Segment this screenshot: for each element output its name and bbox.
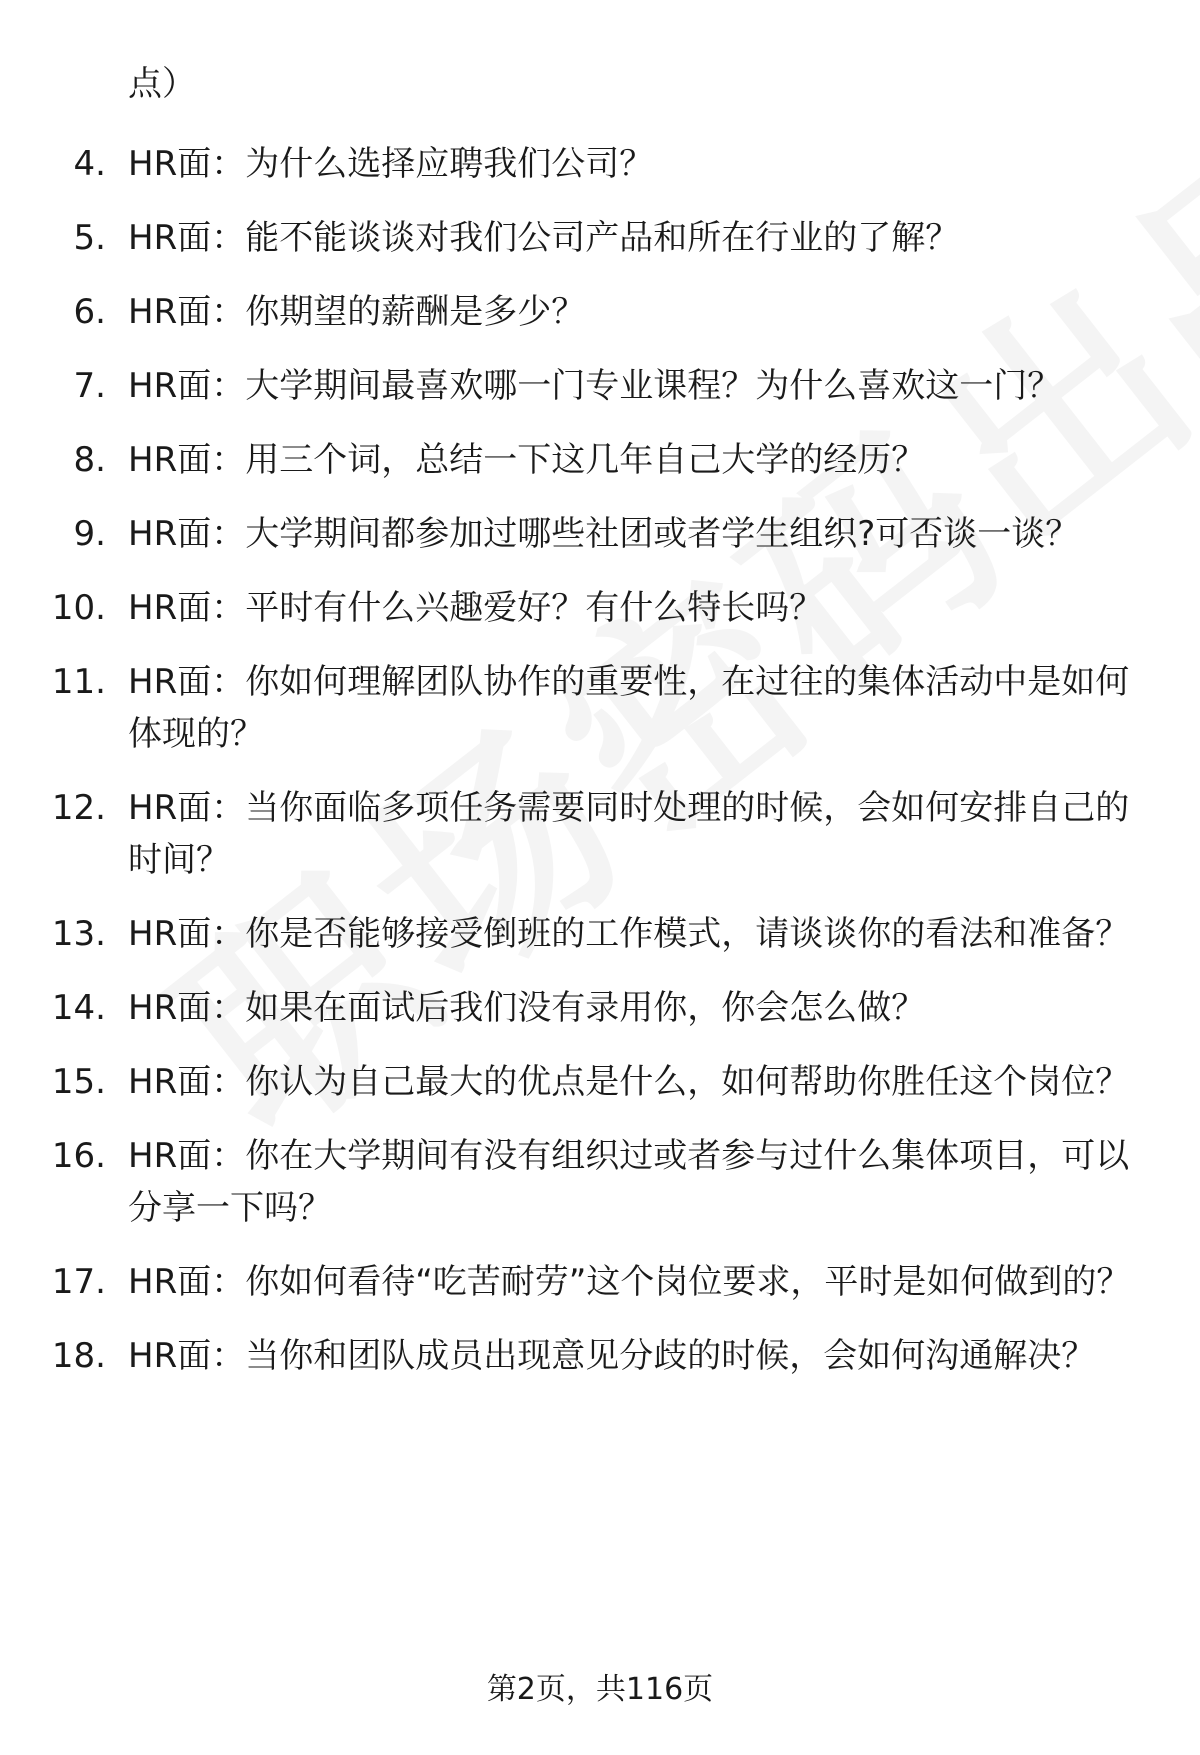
item-text: HR面：当你面临多项任务需要同时处理的时候，会如何安排自己的时间？ [128,788,1130,880]
item-number: 16. [51,1136,106,1176]
item-text: HR面：你如何理解团队协作的重要性，在过往的集体活动中是如何体现的？ [128,662,1130,754]
item-number: 11. [51,662,106,702]
item-text: HR面：大学期间都参加过哪些社团或者学生组织?可否谈一谈？ [128,514,1080,554]
item-number: 14. [51,988,106,1028]
item-text: HR面：你期望的薪酬是多少？ [128,292,586,332]
continuation-text: 点） [128,64,196,104]
item-text: HR面：你是否能够接受倒班的工作模式，请谈谈你的看法和准备？ [128,914,1130,954]
question-list [0,138,1200,1382]
item-text: HR面：能不能谈谈对我们公司产品和所在行业的了解？ [128,218,960,258]
list-item [0,508,1200,560]
list-item [0,1056,1200,1108]
list-item [0,1256,1200,1308]
item-text: HR面：你认为自己最大的优点是什么，如何帮助你胜任这个岗位？ [128,1062,1130,1102]
item-number: 17. [51,1262,106,1302]
item-number: 18. [51,1336,106,1376]
item-text: HR面：你在大学期间有没有组织过或者参与过什么集体项目，可以分享一下吗？ [128,1136,1130,1228]
item-text: HR面：大学期间最喜欢哪一门专业课程？为什么喜欢这一门？ [128,366,1062,406]
list-item [0,1130,1200,1234]
item-text: HR面：为什么选择应聘我们公司？ [128,144,654,184]
page-footer: 第2页，共116页 [486,1672,714,1707]
list-item [0,360,1200,412]
item-text: HR面：如果在面试后我们没有录用你，你会怎么做？ [128,988,926,1028]
item-number: 8. [73,440,106,480]
list-item [0,1330,1200,1382]
item-number: 9. [73,514,106,554]
item-number: 12. [51,788,106,828]
item-text: HR面：当你和团队成员出现意见分歧的时候，会如何沟通解决？ [128,1336,1096,1376]
list-item [0,582,1200,634]
item-number: 7. [73,366,106,406]
item-number: 15. [51,1062,106,1102]
list-item [0,286,1200,338]
item-number: 5. [73,218,106,258]
item-number: 4. [73,144,106,184]
list-item [0,212,1200,264]
item-number: 13. [51,914,106,954]
list-item [0,656,1200,760]
list-item [0,434,1200,486]
item-text: HR面：你如何看待“吃苦耐劳”这个岗位要求，平时是如何做到的？ [128,1262,1131,1302]
item-text: HR面：平时有什么兴趣爱好？有什么特长吗？ [128,588,824,628]
item-number: 10. [51,588,106,628]
list-item [0,138,1200,190]
list-item [0,908,1200,960]
item-text: HR面：用三个词，总结一下这几年自己大学的经历？ [128,440,926,480]
item-number: 6. [73,292,106,332]
list-item [0,982,1200,1034]
list-item [0,782,1200,886]
